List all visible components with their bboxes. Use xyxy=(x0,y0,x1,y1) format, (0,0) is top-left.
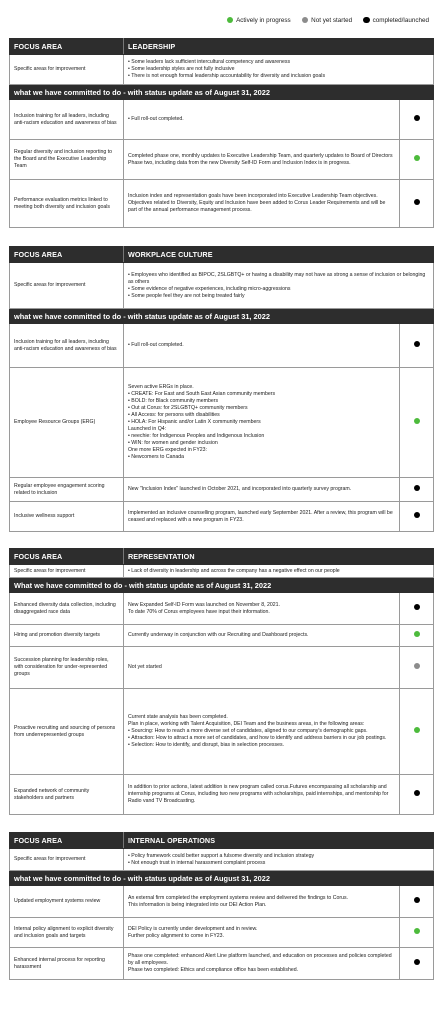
status-update: Current state analysis has been completed. xyxy=(128,714,228,720)
focus-table xyxy=(9,832,434,980)
commitment-item: Performance evaluation metrics linked to meeting both diversity and inclusion goals xyxy=(10,180,124,228)
focus-area-label: FOCUS AREA xyxy=(10,549,124,565)
status-update: One more ERG expected in FY23: xyxy=(128,447,208,453)
list-item: • BOLD: for Black community members xyxy=(128,398,395,405)
table-row xyxy=(10,689,434,775)
black-dot-icon xyxy=(363,17,370,24)
completed-status-icon xyxy=(414,959,420,965)
section-representation xyxy=(9,548,433,815)
legend-item-in-progress xyxy=(227,17,291,24)
table-row xyxy=(10,478,434,502)
status-update: Phase two, including data from the new Diversity Self-ID Form and Inclusion Index is in progress. xyxy=(128,159,351,166)
status-update: Implemented an inclusive counselling program, launched early September 2021. After a review, this program will be ceased and replaced with a new program in FY23. xyxy=(124,502,400,532)
legend-label: Actively in progress xyxy=(236,16,291,24)
status-update: Inclusion index and representation goals have been incorporated into Executive Leadership Team objectives. xyxy=(128,193,378,199)
status-update: An external firm completed the employment systems review and delivered the findings to Corus. xyxy=(128,894,348,901)
commitment-heading-row xyxy=(10,85,434,100)
table-row xyxy=(10,368,434,478)
erg-list xyxy=(128,391,395,426)
completed-status-icon xyxy=(414,115,420,121)
improvement-list xyxy=(128,853,429,867)
not-started-status-icon xyxy=(414,663,420,669)
status-update: Seven active ERGs in place. xyxy=(128,384,194,390)
in-progress-status-icon xyxy=(414,631,420,637)
table-row xyxy=(10,775,434,815)
list-item: • CREATE: For East and South East Asian community members xyxy=(128,391,395,398)
improvement-row xyxy=(10,263,434,309)
specific-areas-label: Specific areas for improvement xyxy=(10,263,124,309)
status-update: Currently underway in conjunction with our Recruiting and Dashboard projects. xyxy=(124,625,400,647)
commitment-heading: What we have committed to do - with status update as of August 31, 2022 xyxy=(10,578,434,593)
focus-header-row xyxy=(10,549,434,565)
completed-status-icon xyxy=(414,790,420,796)
commitment-item: Hiring and promotion diversity targets xyxy=(10,625,124,647)
focus-area-label: FOCUS AREA xyxy=(10,833,124,849)
list-item: • WIN: for women and gender inclusion xyxy=(128,440,395,447)
focus-area-title: INTERNAL OPERATIONS xyxy=(124,833,434,849)
list-item: • Attraction: How to attract a more set of candidates, and how to identify and address barriers in our job postings. xyxy=(128,735,395,742)
commitment-heading-row xyxy=(10,871,434,886)
status-update: To date 70% of Corus employees have input their information. xyxy=(128,608,270,615)
focus-area-title: LEADERSHIP xyxy=(124,39,434,55)
improvement-list xyxy=(128,59,429,80)
table-row xyxy=(10,647,434,689)
status-update: Not yet started xyxy=(124,647,400,689)
commitment-heading: what we have committed to do - with status update as of August 31, 2022 xyxy=(10,309,434,324)
focus-header-row xyxy=(10,833,434,849)
status-update: Objectives related to Diversity, Equity and Inclusion have been added to Corus Leader Requirements and will be part of the annual performance management process. xyxy=(128,200,386,213)
focus-table xyxy=(9,548,434,815)
status-update: New "Inclusion Index" launched in October 2021, and incorporated into quarterly survey program. xyxy=(124,478,400,502)
legend-item-not-started xyxy=(302,17,352,24)
in-progress-status-icon xyxy=(414,727,420,733)
commitment-item: Internal policy alignment to explicit diversity and inclusion goals and targets xyxy=(10,918,124,948)
focus-area-title: REPRESENTATION xyxy=(124,549,434,565)
improvement-row xyxy=(10,849,434,871)
list-item: • Selection: How to identify, and disrupt, bias in selection processes. xyxy=(128,742,395,749)
status-update: DEI Policy is currently under development and in review. xyxy=(128,925,258,932)
status-update: In addition to prior actions, latest addition is new program called corus.Futures encompassing all scholarship and internship programs at Corus, including two new programs with scholarships, paid internships, and mentorship for Radio vand TV Broadcasting. xyxy=(124,775,400,815)
list-item: • Policy framework could better support a fulsome diversity and inclusion strategy xyxy=(128,853,429,860)
list-item: • neechie: for Indigenous Peoples and Indigenous Inclusion xyxy=(128,433,395,440)
completed-status-icon xyxy=(414,512,420,518)
table-row xyxy=(10,180,434,228)
in-progress-status-icon xyxy=(414,418,420,424)
specific-areas-label: Specific areas for improvement xyxy=(10,565,124,578)
list-item: • Some leaders lack sufficient intercultural competency and awareness xyxy=(128,59,429,66)
status-update: New Expanded Self-ID Form was launched on November 8, 2021. xyxy=(128,601,280,608)
list-item: • Lack of diversity in leadership and across the company has a negative effect on our people xyxy=(128,568,429,575)
commitment-heading-row xyxy=(10,578,434,593)
commitment-item: Regular diversity and inclusion reporting to the Board and the Executive Leadership Team xyxy=(10,140,124,180)
list-item: • Out at Corus: for 2SLGBTQ+ community members xyxy=(128,405,395,412)
improvement-list xyxy=(128,272,429,300)
grey-dot-icon xyxy=(302,17,309,24)
focus-area-label: FOCUS AREA xyxy=(10,247,124,263)
commitment-item: Updated employment systems review xyxy=(10,886,124,918)
list-item: • Sourcing: How to reach a more diverse set of candidates, aligned to our company's demographic gaps. xyxy=(128,728,395,735)
section-leadership xyxy=(9,38,433,228)
list-item: • Newcomers to Canada xyxy=(128,454,395,461)
table-row xyxy=(10,625,434,647)
commitment-item: Proactive recruiting and sourcing of persons from underrepresented groups xyxy=(10,689,124,775)
table-row xyxy=(10,100,434,140)
table-row xyxy=(10,324,434,368)
green-dot-icon xyxy=(227,17,234,24)
status-update: Plan in place, working with Talent Acquisition, DEI Team and the business areas, in the following areas: xyxy=(128,721,365,727)
list-item: • Some evidence of negative experiences, including micro-aggressions xyxy=(128,286,429,293)
commitment-item: Inclusion training for all leaders, including anti-racism education and awareness of bias xyxy=(10,100,124,140)
status-update: • Full roll-out completed. xyxy=(128,116,395,123)
status-update: Launched in Q4: xyxy=(128,426,167,432)
focus-area-label: FOCUS AREA xyxy=(10,39,124,55)
focus-table xyxy=(9,38,434,228)
completed-status-icon xyxy=(414,485,420,491)
table-row xyxy=(10,140,434,180)
legend-label: completed/launched xyxy=(372,16,429,24)
focus-table xyxy=(9,246,434,532)
plan-list xyxy=(128,728,395,749)
list-item: • All Access: for persons with disabilities xyxy=(128,412,395,419)
list-item: • Some people feel they are not being treated fairly xyxy=(128,293,429,300)
in-progress-status-icon xyxy=(414,928,420,934)
status-update: • Full roll-out completed. xyxy=(128,342,395,349)
commitment-item: Enhanced diversity data collection, including disaggregated race data xyxy=(10,593,124,625)
commitment-item: Employee Resource Groups (ERG) xyxy=(10,368,124,478)
focus-header-row xyxy=(10,39,434,55)
legend-label: Not yet started xyxy=(311,16,353,24)
table-row xyxy=(10,886,434,918)
specific-areas-label: Specific areas for improvement xyxy=(10,849,124,871)
commitment-item: Inclusion training for all leaders, including anti-racism education and awareness of bias xyxy=(10,324,124,368)
table-row xyxy=(10,918,434,948)
status-legend xyxy=(0,0,442,38)
specific-areas-label: Specific areas for improvement xyxy=(10,55,124,85)
commitment-item: Enhanced internal process for reporting harassment xyxy=(10,948,124,980)
table-row xyxy=(10,502,434,532)
list-item: • Some leadership styles are not fully inclusive xyxy=(128,66,429,73)
status-update: Phase two completed: Ethics and compliance office has been established. xyxy=(128,967,299,973)
list-item: • Employees who identified as BIPOC, 2SLGBTQ+ or having a disability may not have as strong a sense of inclusion or belonging as others xyxy=(128,272,429,286)
commitment-item: Succession planning for leadership roles, with consideration for under-represented groups xyxy=(10,647,124,689)
status-update: Further policy alignment to come in FY23. xyxy=(128,932,225,939)
commitment-item: Regular employee engagement scoring related to inclusion xyxy=(10,478,124,502)
commitment-item: Inclusive wellness support xyxy=(10,502,124,532)
improvement-row xyxy=(10,565,434,578)
list-item: • Not enough trust in internal harassment complaint process xyxy=(128,860,429,867)
focus-area-title: WORKPLACE CULTURE xyxy=(124,247,434,263)
focus-header-row xyxy=(10,247,434,263)
section-internal-operations xyxy=(9,832,433,980)
table-row xyxy=(10,948,434,980)
status-update: Phase one completed: enhanced Alert Line platform launched, and education on processes and policies completed by all employees. xyxy=(128,953,392,966)
commitment-heading: what we have committed to do - with status update as of August 31, 2022 xyxy=(10,85,434,100)
improvement-row xyxy=(10,55,434,85)
legend-item-completed xyxy=(363,17,429,24)
commitment-heading: what we have committed to do - with status update as of August 31, 2022 xyxy=(10,871,434,886)
table-row xyxy=(10,593,434,625)
completed-status-icon xyxy=(414,199,420,205)
section-workplace-culture xyxy=(9,246,433,532)
commitment-heading-row xyxy=(10,309,434,324)
completed-status-icon xyxy=(414,897,420,903)
improvement-list xyxy=(128,568,429,575)
commitment-item: Expanded network of community stakeholders and partners xyxy=(10,775,124,815)
list-item: • HOLA: For Hispanic and/or Latin X community members xyxy=(128,419,395,426)
status-update: This information is being integrated into our DEI Action Plan. xyxy=(128,901,267,908)
completed-status-icon xyxy=(414,341,420,347)
in-progress-status-icon xyxy=(414,155,420,161)
completed-status-icon xyxy=(414,604,420,610)
status-update: Completed phase one, monthly updates to Executive Leadership Team, and quarterly updates to Board of Directors xyxy=(128,152,393,159)
list-item: • There is not enough formal leadership accountability for diversity and inclusion goals xyxy=(128,73,429,80)
